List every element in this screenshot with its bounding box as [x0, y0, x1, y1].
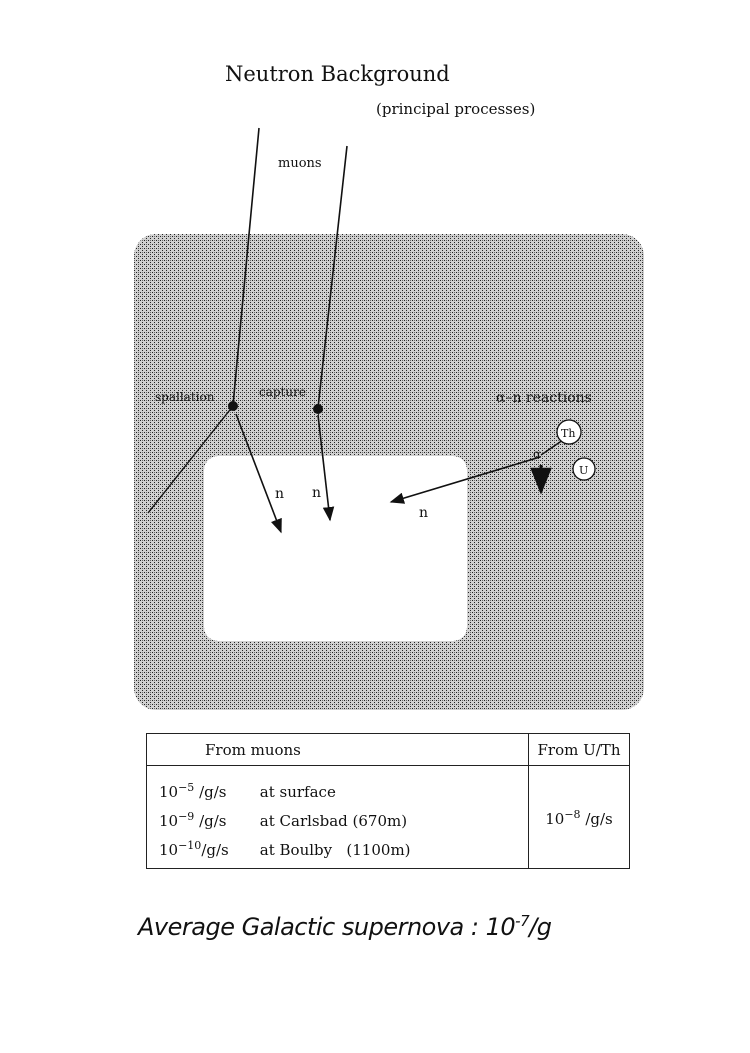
muon-rate-surface: $10^{-5}$ /g/s at surface [159, 781, 336, 801]
thorium-label: Th [561, 427, 576, 440]
muon-rate-boulby: $10^{-10}/g/s$ at Boulby (1100m) [159, 839, 411, 859]
muons-label: muons [278, 156, 322, 171]
spallation-label: spallation [155, 390, 215, 404]
muon-rate-carlsbad: $10^{-9}$ /g/s at Carlsbad (670m) [159, 810, 408, 830]
neutron-label-spallation: n [275, 486, 285, 502]
capture-label: capture [259, 385, 306, 399]
muon-rates-cell [147, 766, 529, 869]
alpha-n-reactions-label: α–n reactions [496, 390, 592, 406]
uranium-label: U [579, 464, 589, 477]
neutron-label-capture: n [312, 485, 322, 501]
page-subtitle: (principal processes) [376, 100, 536, 118]
detector-cavity [204, 456, 467, 641]
capture-vertex [313, 404, 323, 414]
page-title: Neutron Background [225, 62, 450, 86]
supernova-note [138, 912, 551, 941]
header-from-uth: From U/Th [529, 734, 630, 766]
header-from-muons: From muons [147, 734, 529, 766]
uth-rate-cell: $10^{-8}$ /g/s [529, 766, 630, 869]
alpha-label: α [533, 447, 542, 461]
supernova-note-label: Average Galactic supernova : [138, 913, 479, 941]
neutron-label-alpha-n: n [419, 505, 429, 521]
background-rate-table [146, 733, 630, 869]
supernova-note-value: $10^{-7}/g$ [485, 912, 552, 941]
